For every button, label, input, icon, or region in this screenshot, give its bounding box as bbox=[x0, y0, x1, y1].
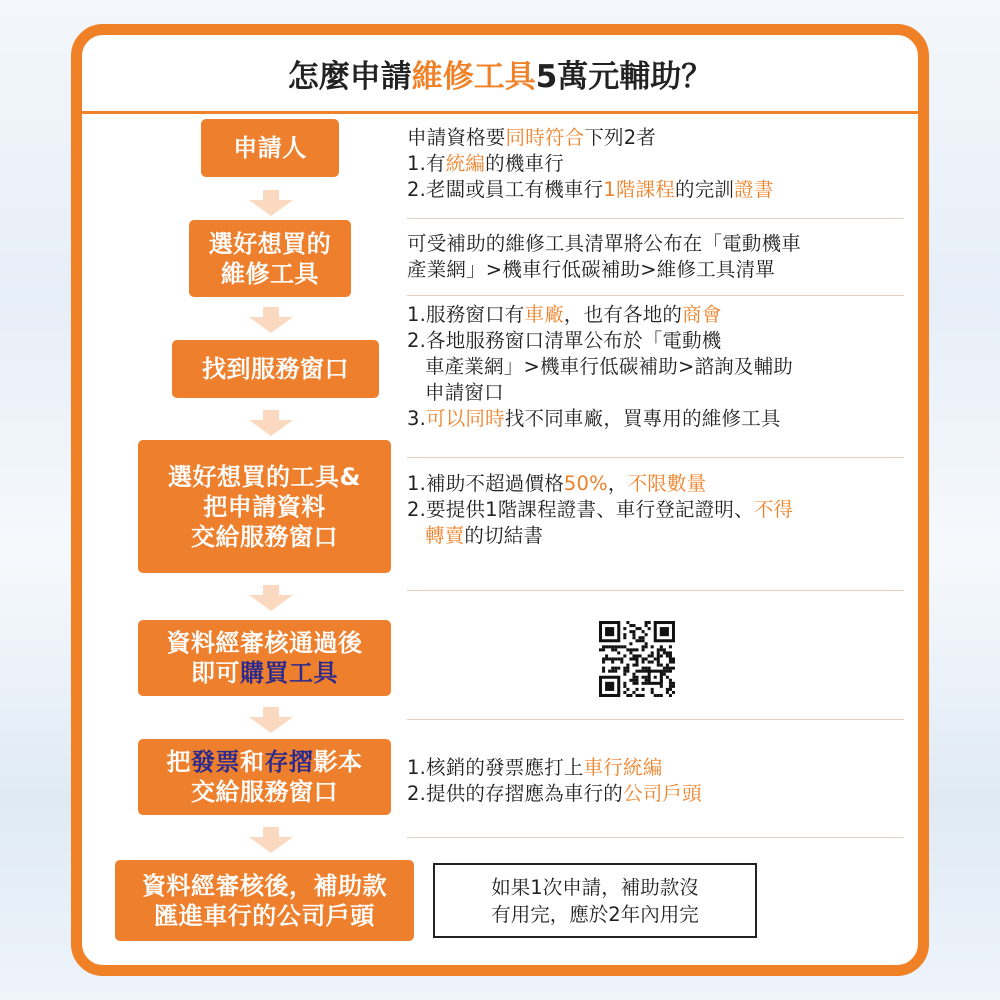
step-invoice-line2: 交給服務窗口 bbox=[191, 778, 338, 806]
step-applicant-label: 申請人 bbox=[233, 134, 307, 162]
down-arrow-icon bbox=[249, 410, 293, 436]
down-arrow-icon bbox=[249, 190, 293, 216]
desc-tool-list: 可受補助的維修工具清單將公布在「電動機車 產業網」>機車行低碳補助>維修工具清單 bbox=[407, 232, 802, 281]
step-applicant bbox=[201, 119, 339, 177]
qr-code-graphic bbox=[599, 621, 675, 697]
step-transfer-line1: 資料經審核後，補助款 bbox=[142, 871, 387, 900]
desc-verification: 1.核銷的發票應打上車行統編 2.提供的存摺應為車行的公司戶頭 bbox=[407, 756, 702, 805]
desc-eligibility: 申請資格要同時符合下列2者 1.有統編的機車行 2.老闆或員工有機車行1階課程的完訓證書 bbox=[407, 126, 774, 201]
step-choose-tools-line2: 維修工具 bbox=[221, 259, 319, 288]
title-highlight: 維修工具 bbox=[411, 58, 536, 95]
divider bbox=[407, 837, 904, 838]
step-invoice-line1: 把發票和存摺影本 bbox=[166, 748, 363, 776]
title-pre: 怎麼申請 bbox=[287, 58, 412, 95]
step-submit-invoice bbox=[138, 739, 391, 815]
step-submit-line2: 把申請資料 bbox=[203, 492, 326, 521]
down-arrow-icon bbox=[249, 585, 293, 611]
step-submit-line3: 交給服務窗口 bbox=[191, 522, 338, 551]
step-transfer-line2: 匯進車行的公司戶頭 bbox=[154, 901, 375, 930]
step-submit-line1: 選好想買的工具& bbox=[168, 462, 361, 491]
info-card bbox=[71, 24, 929, 976]
step-submit-application bbox=[138, 440, 391, 573]
divider bbox=[407, 295, 904, 296]
divider bbox=[407, 719, 904, 720]
page-title bbox=[82, 35, 918, 114]
buy-tools-highlight: 購買工具 bbox=[240, 659, 338, 687]
passbook-highlight: 存摺 bbox=[264, 748, 314, 776]
step-choose-tools-line1: 選好想買的 bbox=[208, 229, 332, 258]
qr-code-icon[interactable] bbox=[599, 621, 675, 701]
step-approved-line2: 即可購買工具 bbox=[191, 659, 338, 687]
note-line1: 如果1次申請，補助款沒 bbox=[491, 875, 699, 899]
step-find-window bbox=[172, 340, 379, 398]
invoice-highlight: 發票 bbox=[191, 748, 240, 776]
note-box bbox=[433, 863, 757, 938]
step-choose-tools bbox=[189, 220, 351, 297]
step-subsidy-transfer bbox=[115, 860, 414, 941]
desc-service-window: 1.服務窗口有車廠，也有各地的商會 2.各地服務窗口清單公布於「電動機 車產業網」>機車行低碳補助>諮詢及輔助 申請窗口 3.可以同時找不同車廠，買專用的維修工具 bbox=[407, 303, 793, 430]
desc-subsidy-terms: 1.補助不超過價格50%，不限數量 2.要提供1階課程證書、車行登記證明、不得 轉賣的切結書 bbox=[407, 472, 794, 547]
down-arrow-icon bbox=[249, 707, 293, 733]
divider bbox=[407, 218, 904, 219]
note-line2: 有用完，應於2年內用完 bbox=[491, 902, 699, 926]
down-arrow-icon bbox=[249, 307, 293, 333]
step-approved-line1: 資料經審核通過後 bbox=[166, 629, 363, 657]
down-arrow-icon bbox=[249, 827, 293, 853]
divider bbox=[407, 590, 904, 591]
step-approved-buy bbox=[138, 620, 391, 696]
divider bbox=[407, 457, 904, 458]
title-post: 5萬元輔助？ bbox=[535, 58, 713, 95]
step-find-window-label: 找到服務窗口 bbox=[202, 355, 349, 383]
